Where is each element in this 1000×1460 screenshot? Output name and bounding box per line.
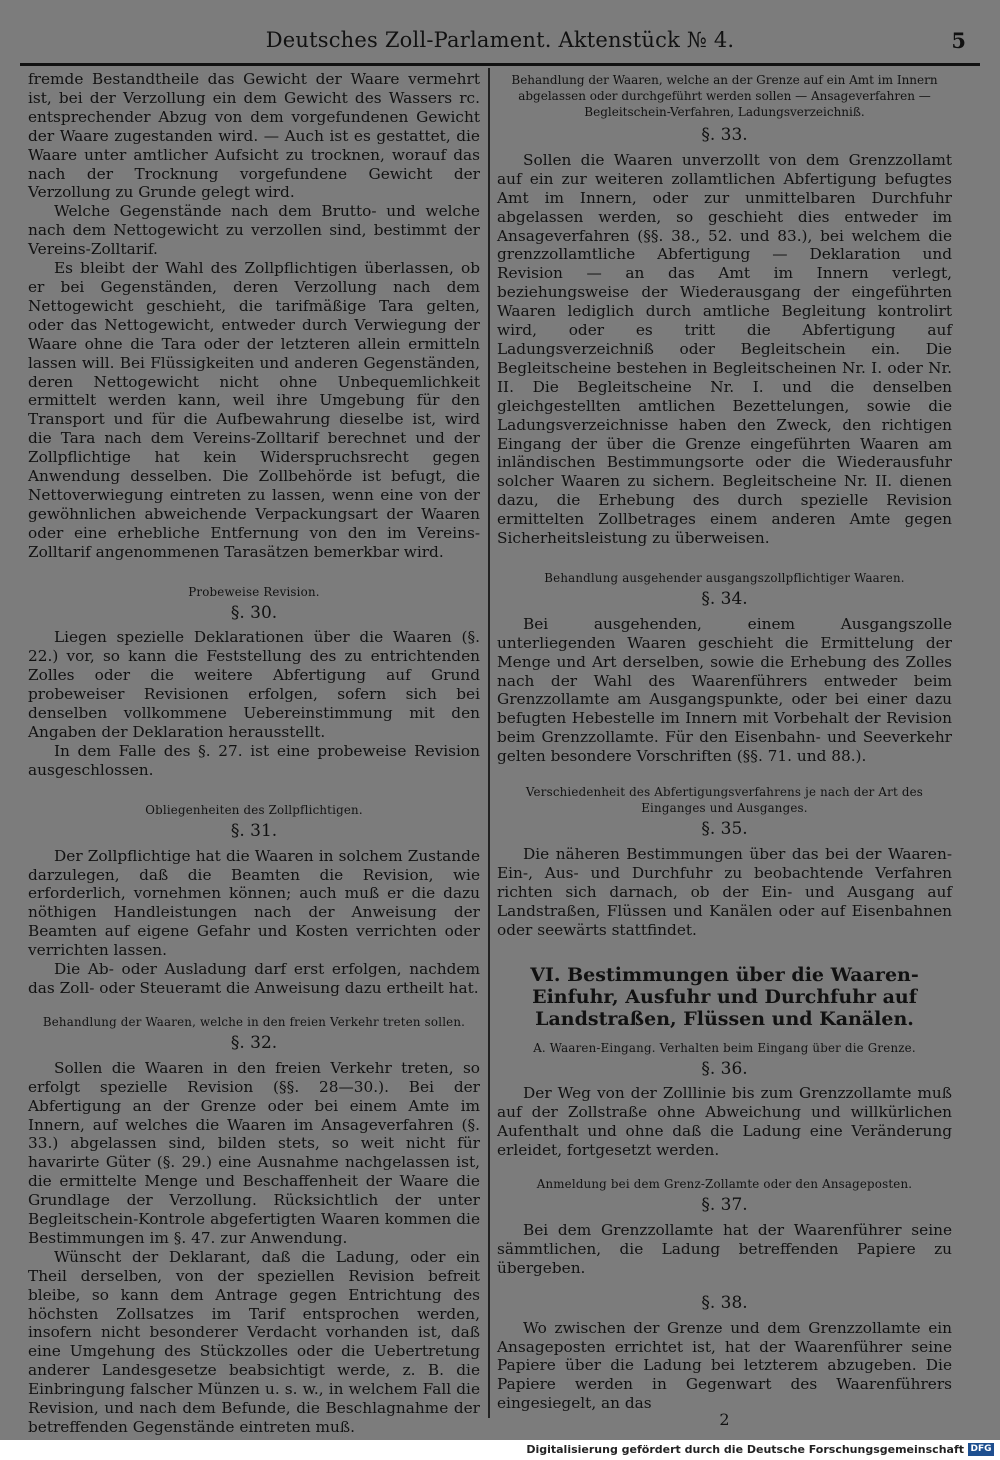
section-caption: Behandlung der Waaren, welche in den freien Verkehr treten sollen. — [42, 1014, 466, 1029]
paragraph: Bei dem Grenzzollamte hat der Waarenführer seine sämmtlichen, die Ladung betreffenden Papiere zu übergeben. — [497, 1220, 952, 1277]
section-caption: Anmeldung bei dem Grenz-Zollamte oder den Ansageposten. — [536, 1177, 913, 1192]
paragraph: Es bleibt der Wahl des Zollpflichtigen überlassen, ob er bei Gegenständen, deren Verzollung nach dem Nettogewicht geschieht, die tarifmäßige Tara gelten, oder das Nettogewicht, entweder durch Verwiegung der Waare ohne die Tara oder der letzteren allein ermitteln lassen will. Bei Flüssigkeiten und anderen Gegenständen, deren Nettogewicht nicht ohne Unbequemlichkeit ermittelt werden kann, weil ihre Umgebung für den Transport und für die Aufbewahrung dieselbe ist, wird die Tara nach dem Vereins-Zolltarif berechnet und der Zollpflichtige hat kein Widerspruchsrecht gegen Anwendung desselben. Die Zollbehörde ist befugt, die Nettoverwiegung eintreten zu lassen, wenn eine von der gewöhnlichen abweichende Verpackungsart der Waaren oder eine erhebliche Entfernung von den im Vereins-Zolltarif angenommenen Tarasätzen bemerkbar wird. — [28, 259, 480, 561]
funding-credit: Digitalisierung gefördert durch die Deutsche Forschungsgemeinschaft — [526, 1443, 964, 1456]
paragraph-number: §. 33. — [701, 125, 748, 145]
page-footer-bar — [0, 1440, 1000, 1460]
page-header — [22, 28, 978, 58]
paragraph: Wo zwischen der Grenze und dem Grenzzollamte ein Ansageposten errichtet ist, hat der Waarenführer seine Papiere über die Ladung bei letzterem abzugeben. Die Papiere werden in Gegenwart des Waarenführers eingesiegelt, an das — [497, 1318, 952, 1413]
section-caption: Obliegenheiten des Zollpflichtigen. — [145, 802, 363, 817]
section-caption: Behandlung ausgehender ausgangszollpflichtiger Waaren. — [544, 570, 905, 585]
page-number: 5 — [951, 28, 966, 53]
paragraph: Liegen spezielle Deklarationen über die Waaren (§. 22.) vor, so kann die Feststellung des zu entrichtenden Zolles oder die weitere Abfertigung auf Grund probeweiser Revisionen erfolgen, sofern sich bei denselben vollkommene Uebereinstimmung mit den Angaben der Deklaration herausstellt. — [28, 628, 480, 741]
section-caption: Probeweise Revision. — [188, 584, 320, 599]
paragraph: Die näheren Bestimmungen über das bei der Waaren-Ein-, Aus- und Durchfuhr zu beobachtende Verfahren richten sich darnach, ob der Ein- und Ausgang auf Landstraßen, Flüssen und Kanälen oder auf Eisenbahnen oder seewärts stattfindet. — [497, 845, 952, 939]
signature-mark: 2 — [719, 1410, 730, 1430]
paragraph: fremde Bestandtheile das Gewicht der Waare vermehrt ist, bei der Verzollung ein dem Gewicht des Wassers rc. entsprechender Abzug von dem vorgefundenen Gewicht der Waare zugestanden wird. — Auch ist es gestattet, die Waare unter amtlicher Aufsicht zu trocknen, worauf das nach der Trocknung vorgefundene Gewicht der Verzollung zu Grunde gelegt wird. — [28, 70, 480, 202]
paragraph: Der Zollpflichtige hat die Waaren in solchem Zustande darzulegen, daß die Beamten die Revision, wie erforderlich, vornehmen können; auch muß er die dazu nöthigen Handleistungen nach der Anweisung der Beamten auf eigene Gefahr und Kosten verrichten oder verrichten lassen. — [28, 846, 480, 960]
section-caption: A. Waaren-Eingang. Verhalten beim Eingang über die Grenze. — [533, 1040, 916, 1055]
paragraph: Welche Gegenstände nach dem Brutto- und welche nach dem Nettogewicht zu verzollen sind, bestimmt der Vereins-Zolltarif. — [28, 202, 480, 259]
left-column — [28, 70, 480, 1457]
section-note: Behandlung der Waaren, welche an der Grenze auf ein Amt im Innern abgelassen oder durchgeführt werden sollen — Ansageverfahren — Begleitschein-Verfahren, Ladungsverzeichniß. — [511, 73, 938, 119]
paragraph-number: §. 30. — [230, 602, 278, 623]
section-caption: Verschiedenheit des Abfertigungsverfahrens je nach der Art des Einganges und Ausganges. — [525, 785, 924, 816]
dfg-logo: DFG — [968, 1443, 994, 1456]
paragraph-number: §. 35. — [701, 819, 748, 840]
paragraph-number: §. 36. — [701, 1058, 748, 1079]
paragraph: Sollen die Waaren unverzollt von dem Grenzzollamt auf ein zur weiteren zollamtlichen Abfertigung befugtes Amt im Innern, oder zur unmittelbaren Durchfuhr abgelassen werden, so geschieht dies entweder im Ansageverfahren (§§. 38., 52. und 83.), bei welchem die grenzzollamtliche Abfertigung — Deklaration und Revision — an das Amt im Innern verlegt, beziehungsweise der Wiederausgang der eingeführten Waaren lediglich durch amtliche Begleitung kontrolirt wird, oder es tritt die Abfertigung auf Ladungsverzeichniß oder Begleitschein ein. Die Begleitscheine bestehen in Begleitscheinen Nr. I. oder Nr. II. Die Begleitscheine Nr. I. und die denselben gleichgestellten amtlichen Bezettelungen, sowie die Ladungsverzeichnisse haben den Zweck, den richtigen Eingang der über die Grenze eingeführten Waaren am inländischen Bestimmungsorte oder die Wiederausfuhr solcher Waaren zu sichern. Begleitscheine Nr. II. dienen dazu, die Erhebung des durch spezielle Revision ermittelten Zollbetrages einem anderen Amte gegen Sicherheitsleistung zu überweisen. — [497, 150, 952, 548]
header-title: Deutsches Zoll-Parlament. Aktenstück № 4. — [265, 28, 735, 52]
paragraph-number: §. 38. — [701, 1292, 748, 1313]
paragraph: Der Weg von der Zolllinie bis zum Grenzzollamte muß auf der Zollstraße ohne Abweichung und willkürlichen Aufenthalt und ohne daß die Ladung eine Veränderung erleidet, fortgesetzt werden. — [497, 1084, 952, 1160]
paragraph-number: §. 37. — [701, 1195, 748, 1216]
paragraph-number: §. 32. — [230, 1032, 278, 1053]
paragraph-number: §. 34. — [701, 588, 748, 609]
right-column — [497, 72, 952, 1430]
paragraph: Sollen die Waaren in den freien Verkehr treten, so erfolgt spezielle Revision (§§. 28—30.). Bei der Abfertigung an der Grenze oder bei einem Amte im Innern, auf welches die Waaren im Ansageverfahren (§. 33.) abgelassen sind, bilden stets, so weit nicht für havarirte Güter (§. 29.) eine Ausnahme nachgelassen ist, die ermittelte Menge und Beschaffenheit der Waare die Grundlage der Verzollung. Rücksichtlich der unter Begleitschein-Kontrole abgefertigten Waaren kommen die Bestimmungen im §. 47. zur Anwendung. — [28, 1058, 480, 1247]
paragraph: Wünscht der Deklarant, daß die Ladung, oder ein Theil derselben, von der speziellen Revision befreit bleibe, so kann dem Antrage gegen Entrichtung des höchsten Zollsatzes im Tarif entsprochen werden, insofern nicht besonderer Verdacht vorhanden ist, daß eine Umgehung des Stückzolles oder die Uebertretung anderer Landesgesetze beabsichtigt werde, z. B. die Einbringung falscher Münzen u. s. w., in welchem Fall die Revision, und nach dem Befunde, die Beschlagnahme der betreffenden Gegenstände eintreten muß. — [28, 1247, 480, 1436]
section-heading: VI. Bestimmungen über die Waaren-Einfuhr, Ausfuhr und Durchfuhr auf Landstraßen, Flüssen und Kanälen. — [530, 963, 919, 1030]
paragraph: In dem Falle des §. 27. ist eine probeweise Revision ausgeschlossen. — [28, 741, 480, 779]
header-rule — [20, 63, 980, 66]
paragraph: Die Ab- oder Ausladung darf erst erfolgen, nachdem das Zoll- oder Steueramt die Anweisung dazu ertheilt hat. — [28, 960, 480, 997]
column-divider — [488, 68, 490, 1418]
paragraph: Bei ausgehenden, einem Ausgangszolle unterliegenden Waaren geschieht die Ermittelung der Menge und Art derselben, sowie die Erhebung des Zolles nach der Wahl des Waarenführers entweder beim Grenzzollamte am Ausgangspunkte, oder bei einer dazu befugten Hebestelle im Innern mit Vorbehalt der Revision beim Grenzzollamte. Für den Eisenbahn- und Seeverkehr gelten besondere Vorschriften (§§. 71. und 88.). — [497, 614, 952, 766]
paragraph-number: §. 31. — [230, 820, 278, 841]
